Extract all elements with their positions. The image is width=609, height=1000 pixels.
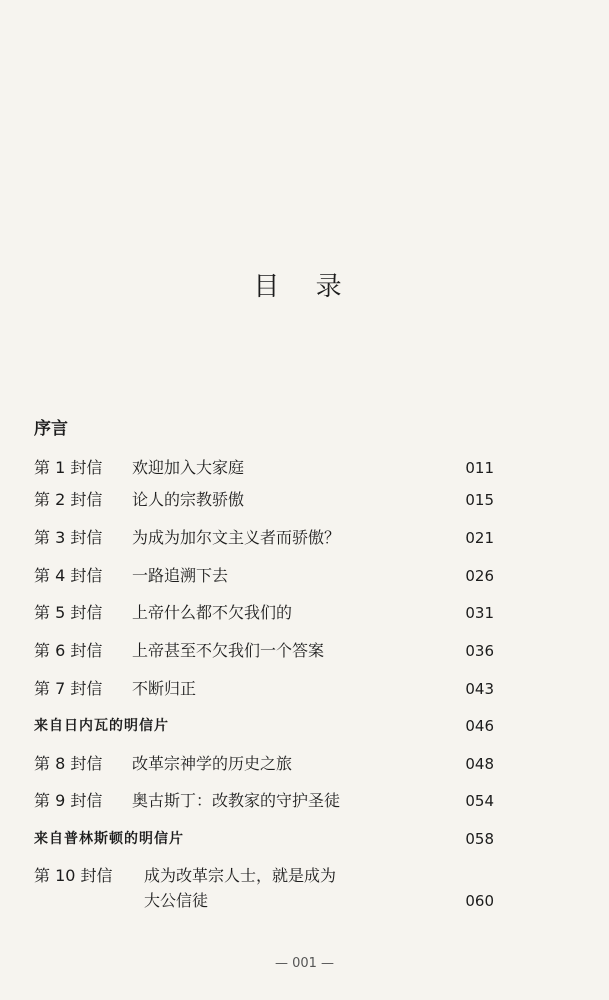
letter-number: 第 6 封信 <box>34 641 103 660</box>
page-number: 015 <box>465 491 494 509</box>
letter-title: 成为改革宗人士，就是成为 <box>144 866 337 885</box>
page-number: 043 <box>465 680 494 698</box>
letter-title: 欢迎加入大家庭 <box>132 458 245 477</box>
letter-number: 第 7 封信 <box>34 679 103 698</box>
postcard-title: 来自普林斯顿的明信片 <box>34 831 184 847</box>
letter-number: 第 4 封信 <box>34 566 103 585</box>
page-footer: — 001 — <box>274 956 335 971</box>
letter-title: 上帝甚至不欠我们一个答案 <box>132 641 325 660</box>
letter-title: 论人的宗教骄傲 <box>132 490 245 509</box>
letter-title: 一路追溯下去 <box>132 566 229 585</box>
letter-number: 第 2 封信 <box>34 490 103 509</box>
page-number: 060 <box>465 892 494 910</box>
page-number: 026 <box>465 567 494 585</box>
page-number: 031 <box>465 604 494 622</box>
letter-number: 第 10 封信 <box>34 866 113 885</box>
letter-number: 第 8 封信 <box>34 754 103 773</box>
letter-number: 第 1 封信 <box>34 458 103 477</box>
letter-title: 上帝什么都不欠我们的 <box>132 603 293 622</box>
letter-number: 第 5 封信 <box>34 603 103 622</box>
letter-number: 第 3 封信 <box>34 528 103 547</box>
postcard-title: 来自日内瓦的明信片 <box>34 718 169 734</box>
page-number: 021 <box>465 529 494 547</box>
page-number: 058 <box>465 830 494 848</box>
page-number: 054 <box>465 792 494 810</box>
letter-title: 改革宗神学的历史之旅 <box>132 754 293 773</box>
letter-number: 第 9 封信 <box>34 791 103 810</box>
section-heading-preface: 序言 <box>34 419 68 439</box>
page-number: 048 <box>465 755 494 773</box>
page-title: 目 录 <box>253 272 356 302</box>
letter-title-continued: 大公信徒 <box>144 891 209 910</box>
page-number: 036 <box>465 642 494 660</box>
page-number: 011 <box>465 459 494 477</box>
letter-title: 不断归正 <box>132 679 197 698</box>
letter-title: 为成为加尔文主义者而骄傲？ <box>132 528 341 547</box>
page-number: 046 <box>465 717 494 735</box>
letter-title: 奥古斯丁：改教家的守护圣徒 <box>132 791 341 810</box>
